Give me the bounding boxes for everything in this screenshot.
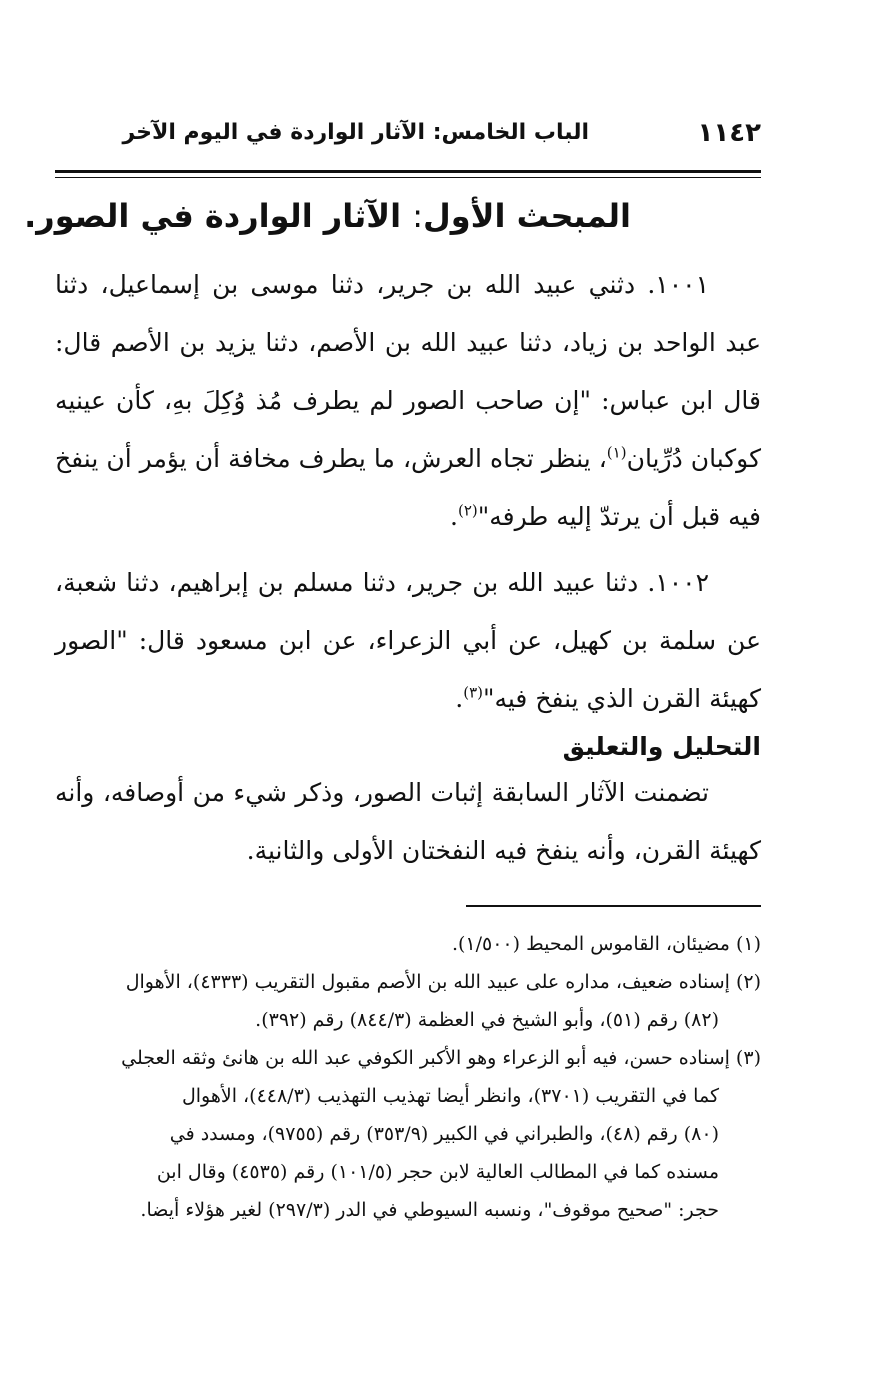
narration-1001 bbox=[55, 256, 761, 546]
footnote-marker-2: (٢) bbox=[457, 501, 478, 520]
footnote-2-continued: (٨٢) رقم (٥١)، وأبو الشيخ في العظمة (٨٤٤/٣) رقم (٣٩٢). bbox=[255, 1009, 719, 1031]
section-title-separator: : bbox=[412, 197, 423, 235]
footnote-3: (٣) إسناده حسن، فيه أبو الزعراء وهو الأكبر الكوفي عبد الله بن هانئ وثقه العجلي bbox=[121, 1047, 761, 1069]
footnote-3-continued: مسنده كما في المطالب العالية لابن حجر (١٠١/٥) رقم (٤٥٣٥) وقال ابن bbox=[156, 1161, 719, 1183]
running-header bbox=[55, 118, 761, 158]
header-rule bbox=[55, 170, 761, 178]
footnote-3-continued: كما في التقريب (٣٧٠١)، وانظر أيضا تهذيب التهذيب (٤٤٨/٣)، الأهوال bbox=[181, 1085, 719, 1107]
narration-text: ١٠٠٢. دثنا عبيد الله بن جرير، دثنا مسلم بن إبراهيم، دثنا شعبة، عن سلمة بن كهيل، عن أبي الزعراء، عن ابن مسعود قال: "الصور كهيئة القرن الذي ينفخ فيه" bbox=[55, 568, 761, 713]
analysis-paragraph: تضمنت الآثار السابقة إثبات الصور، وذكر شيء من أوصافه، وأنه كهيئة القرن، وأنه ينفخ فيه النفختان الأولى والثانية. bbox=[55, 778, 761, 865]
narration-text-continued: ، ينظر تجاه العرش، ما يطرف مخافة أن يؤمر أن ينفخ فيه قبل أن يرتدّ إليه طرفه" bbox=[55, 444, 761, 531]
footnote-marker-3: (٣) bbox=[463, 683, 483, 702]
footnote-3-continued: (٨٠) رقم (٤٨)، والطبراني في الكبير (٣٥٣/٩) رقم (٩٧٥٥)، ومسدد في bbox=[169, 1123, 719, 1145]
footnote-marker-1: (١) bbox=[606, 443, 627, 462]
section-title-rest: الآثار الواردة في الصور bbox=[36, 197, 402, 235]
analysis-body bbox=[55, 764, 761, 880]
footnotes bbox=[55, 925, 761, 1229]
footnote-3-continued: حجر: "صحيح موقوف"، ونسبه السيوطي في الدر (٢٩٧/٣) لغير هؤلاء أيضا. bbox=[140, 1199, 719, 1221]
paragraph-gap bbox=[55, 546, 761, 554]
narrations bbox=[55, 256, 761, 728]
page-number: ١١٤٢ bbox=[697, 118, 761, 148]
footnote-2: (٢) إسناده ضعيف، مداره على عبيد الله بن الأصم مقبول التقريب (٤٣٣٣)، الأهوال bbox=[125, 971, 761, 993]
running-title: الباب الخامس: الآثار الواردة في اليوم الآخر bbox=[122, 120, 589, 145]
footnote-rule bbox=[466, 905, 761, 907]
narration-end: . bbox=[450, 502, 458, 531]
footnote-1: (١) مضيئان، القاموس المحيط (١/٥٠٠). bbox=[451, 933, 761, 955]
narration-end: . bbox=[455, 684, 464, 713]
narration-text: ١٠٠١. دثني عبيد الله بن جرير، دثنا موسى بن إسماعيل، دثنا عبد الواحد بن زياد، دثنا عبيد الله بن الأصم، دثنا يزيد بن الأصم قال: قال ابن عباس: "إن صاحب الصور لم يطرف مُذ وُكِلَ بهِ، كأن عينيه كوكبان دُرِّيان bbox=[55, 270, 762, 473]
section-title bbox=[24, 197, 631, 235]
narration-1002 bbox=[55, 554, 761, 728]
analysis-heading: التحليل والتعليق bbox=[562, 732, 761, 761]
section-title-main: المبحث الأول bbox=[422, 197, 631, 235]
section-title-end: . bbox=[24, 197, 37, 235]
